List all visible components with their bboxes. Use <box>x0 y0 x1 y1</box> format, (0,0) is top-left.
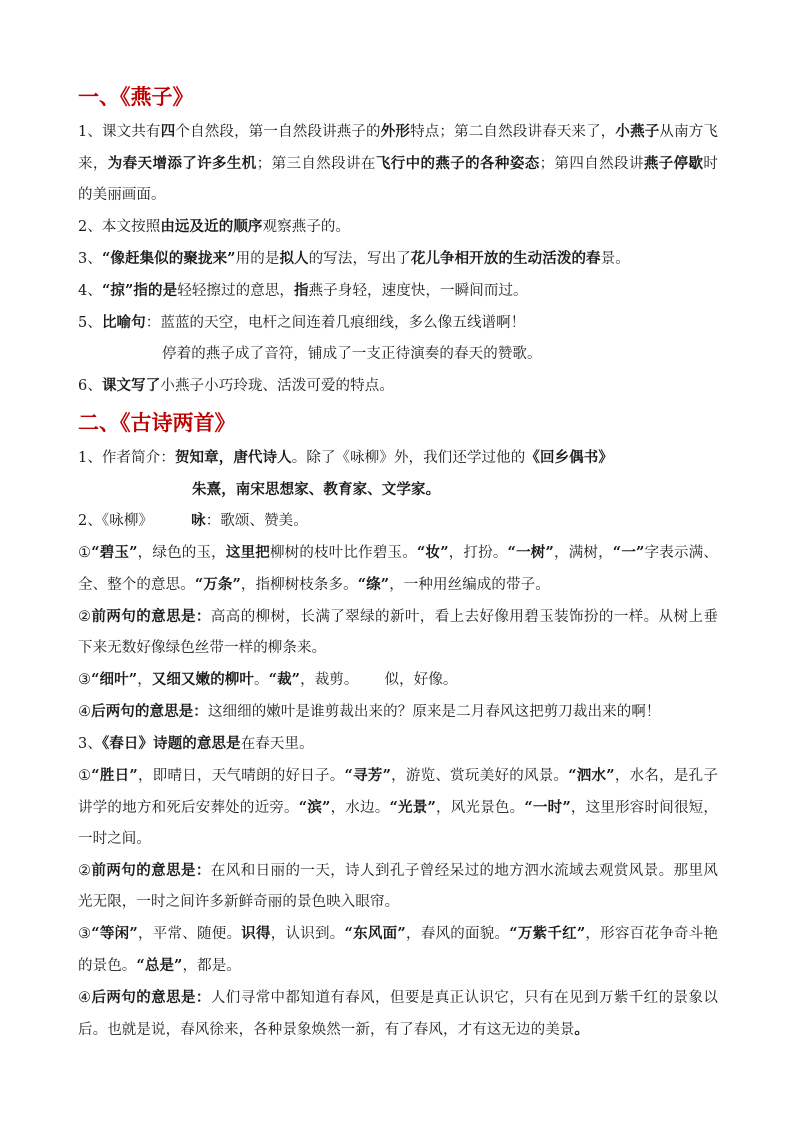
text-bold: 前两句的意思是： <box>91 608 211 625</box>
text-bold: “绦” <box>357 576 390 593</box>
text: ，水边。 <box>330 800 390 816</box>
text-bold: 后两句的意思是： <box>91 703 208 720</box>
text: 高高的柳树，长满了翠绿的新叶，看上去好像用碧玉装饰扮的一样。从树上垂下来无数好像绿色丝带一样的柳条来。 <box>78 609 718 656</box>
text: ④ <box>78 704 92 720</box>
text: 用的是 <box>235 251 280 267</box>
text-bold: 识得 <box>241 925 271 942</box>
text-bold: 比喻句 <box>101 314 146 331</box>
text: ，这里形容时间很短，一时之间。 <box>78 800 718 847</box>
text: ，都是。 <box>182 958 241 974</box>
text: 的写法，写出了 <box>308 251 411 267</box>
text-bold: 贺知章，唐代诗人 <box>174 449 292 466</box>
text: 3、 <box>78 251 102 267</box>
yongliu-note-3 <box>78 664 718 696</box>
section-title-ancient-poems: 二、《古诗两首》 <box>78 410 236 435</box>
text: 这细细的嫩叶是谁剪裁出来的？原来是二月春风这把剪刀裁出来的啊！ <box>207 704 661 720</box>
text-bold: 课文写了 <box>101 377 161 394</box>
text-bold: “泗水” <box>568 767 615 784</box>
text-bold: “一时” <box>524 799 571 816</box>
text: 从南方飞来， <box>78 124 719 172</box>
text: 时的美丽画面。 <box>78 156 719 203</box>
text-bold: “滨” <box>298 799 331 816</box>
text-bold: “光景” <box>389 799 436 816</box>
text: ④ <box>78 990 92 1006</box>
text: ，即晴日，天气晴朗的好日子。 <box>137 768 345 784</box>
text: ，打扮。 <box>448 545 508 561</box>
text-bold: 这里把 <box>225 544 270 561</box>
text: ，风光景色。 <box>435 800 525 816</box>
text-bold: 指 <box>294 282 309 299</box>
author-intro <box>78 442 718 474</box>
text-bold: “像赶集似的聚拢来” <box>101 250 236 267</box>
text: 观察燕子的。 <box>262 219 351 235</box>
text: 小燕子小巧玲珑、活泼可爱的特点。 <box>160 378 394 394</box>
text: ，春风的面貌。 <box>405 926 510 942</box>
yongliu-note-1 <box>78 537 718 601</box>
text: 燕子身轻，速度快，一瞬间而过。 <box>308 283 528 299</box>
text: ：歌颂、赞美。 <box>205 513 308 529</box>
section-title-swallow: 一、《燕子》 <box>78 84 194 109</box>
text-bold: “一树” <box>507 544 554 561</box>
text-bold: “胜日” <box>91 767 138 784</box>
text-bold: 小燕子 <box>615 123 660 140</box>
text: 3、 <box>78 736 102 752</box>
text: 景。 <box>600 251 630 267</box>
text: 。除了《咏柳》外，我们还学过他的 <box>291 450 526 466</box>
text: 在风和日丽的一天，诗人到孔子曾经呆过的地方泗水流域去观赏风景。那里风光无限，一时之间许多新鲜奇丽的景色映入眼帘。 <box>78 863 718 910</box>
author-intro-zhuxi: 朱熹，南宋思想家、教育家、文学家。 <box>192 481 441 498</box>
text: ；第四自然段讲 <box>539 156 644 172</box>
text-bold: 四 <box>160 123 176 140</box>
text-bold: 前两句的意思是： <box>91 862 211 879</box>
text-bold: “掠” <box>101 282 134 299</box>
paragraph-5-continued: 停着的燕子成了音符，铺成了一支正待演奏的春天的赞歌。 <box>162 346 542 362</box>
poem-yongliu-title <box>78 505 718 537</box>
paragraph-2 <box>78 211 718 243</box>
text: 。 <box>254 672 269 688</box>
text-bold: 指的是 <box>133 282 178 299</box>
text: 1、作者简介： <box>78 450 175 466</box>
text: ，指柳树枝条多。 <box>240 577 358 593</box>
text: ，绿色的玉， <box>137 545 226 561</box>
text-bold: 又细又嫩的柳叶 <box>151 671 255 688</box>
paragraph-6 <box>78 370 718 402</box>
text: 个自然段，第一自然段讲燕子的 <box>175 124 381 140</box>
paragraph-3 <box>78 243 718 275</box>
text: 轻轻擦过的意思， <box>177 283 295 299</box>
text: ，平常、随便。 <box>137 926 242 942</box>
text-bold: 《春日》 <box>101 735 154 752</box>
text: 特点；第二自然段讲春天来了， <box>410 124 616 140</box>
text-bold: “等闲” <box>91 925 138 942</box>
text: ，游览、赏玩美好的风景。 <box>391 768 569 784</box>
paragraph-4 <box>78 275 718 307</box>
text: 1、课文共有 <box>78 124 161 140</box>
text: ③ <box>78 926 92 942</box>
text-bold: 飞行中的燕子的各种姿态 <box>375 155 540 172</box>
text-bold: “碧玉” <box>91 544 138 561</box>
text: ，裁剪。 <box>300 672 359 688</box>
text: ， <box>137 672 152 688</box>
text: ，形容百花争奇斗艳的景色。 <box>78 926 719 974</box>
chunri-note-3 <box>78 918 718 982</box>
text: 似，好像。 <box>384 672 458 688</box>
text: 柳树的枝叶比作碧玉。 <box>269 545 417 561</box>
text: ① <box>78 545 92 561</box>
text: ③ <box>78 672 92 688</box>
text: ；第三自然段讲在 <box>256 156 376 172</box>
paragraph-5 <box>78 307 718 339</box>
poem-chunri-title <box>78 728 718 760</box>
text-bold: “万条” <box>194 576 241 593</box>
text-bold: “寻芳” <box>344 767 392 784</box>
text-bold: 咏 <box>191 512 206 529</box>
text-bold: 花儿争相开放的生动活泼的春 <box>410 250 601 267</box>
text-bold: 后两句的意思是： <box>91 989 211 1006</box>
text: ，认识到。 <box>270 926 345 942</box>
chunri-note-1 <box>78 760 718 855</box>
text: ② <box>78 863 92 879</box>
yongliu-note-2 <box>78 601 718 664</box>
text-bold: “总是” <box>136 957 183 974</box>
text-bold: 。 <box>574 1021 590 1038</box>
text-bold: 《回乡偶书》 <box>525 449 613 466</box>
yongliu-note-4 <box>78 696 718 728</box>
text: ② <box>78 609 92 625</box>
text: 5、 <box>78 315 102 331</box>
chunri-note-4 <box>78 982 718 1046</box>
text-bold: 燕子停歇 <box>643 155 704 172</box>
text-bold: “裁” <box>268 671 301 688</box>
chunri-note-2 <box>78 855 718 918</box>
text-bold: 拟人 <box>279 250 309 267</box>
text: ① <box>78 768 92 784</box>
text: ：蓝蓝的天空，电杆之间连着几痕细线，多么像五线谱啊！ <box>145 315 526 331</box>
text: 2、《咏柳》 <box>78 513 154 529</box>
text-bold: 外形 <box>380 123 411 140</box>
text-bold: “一” <box>612 544 645 561</box>
text-bold: “细叶” <box>91 671 138 688</box>
text: 2、本文按照 <box>78 219 161 235</box>
text: 字表示满、全、整个的意思。 <box>78 545 718 593</box>
text: ，水名，是孔子讲学的地方和死后安葬处的近旁。 <box>78 768 719 816</box>
text-bold: 诗题的意思是 <box>153 735 241 752</box>
text: ，满树， <box>553 545 613 561</box>
text-bold: 为春天增添了许多生机 <box>107 155 257 172</box>
text: 在春天里。 <box>240 736 314 752</box>
paragraph-1 <box>78 116 718 211</box>
text-bold: “万紫千红” <box>509 925 586 942</box>
text: 6、 <box>78 378 102 394</box>
text-bold: 由远及近的顺序 <box>160 218 263 235</box>
text-bold: “妆” <box>416 544 449 561</box>
text-bold: “东风面” <box>344 925 406 942</box>
text: 人们寻常中都知道有春风，但要是真正认识它，只有在见到万紫千红的景象以后。也就是说，春风徐来，各种景象焕然一新，有了春风，才有这无边的美景 <box>78 990 718 1038</box>
document-content <box>78 82 718 1046</box>
text: ，一种用丝编成的带子。 <box>389 577 550 593</box>
text: 4、 <box>78 283 102 299</box>
